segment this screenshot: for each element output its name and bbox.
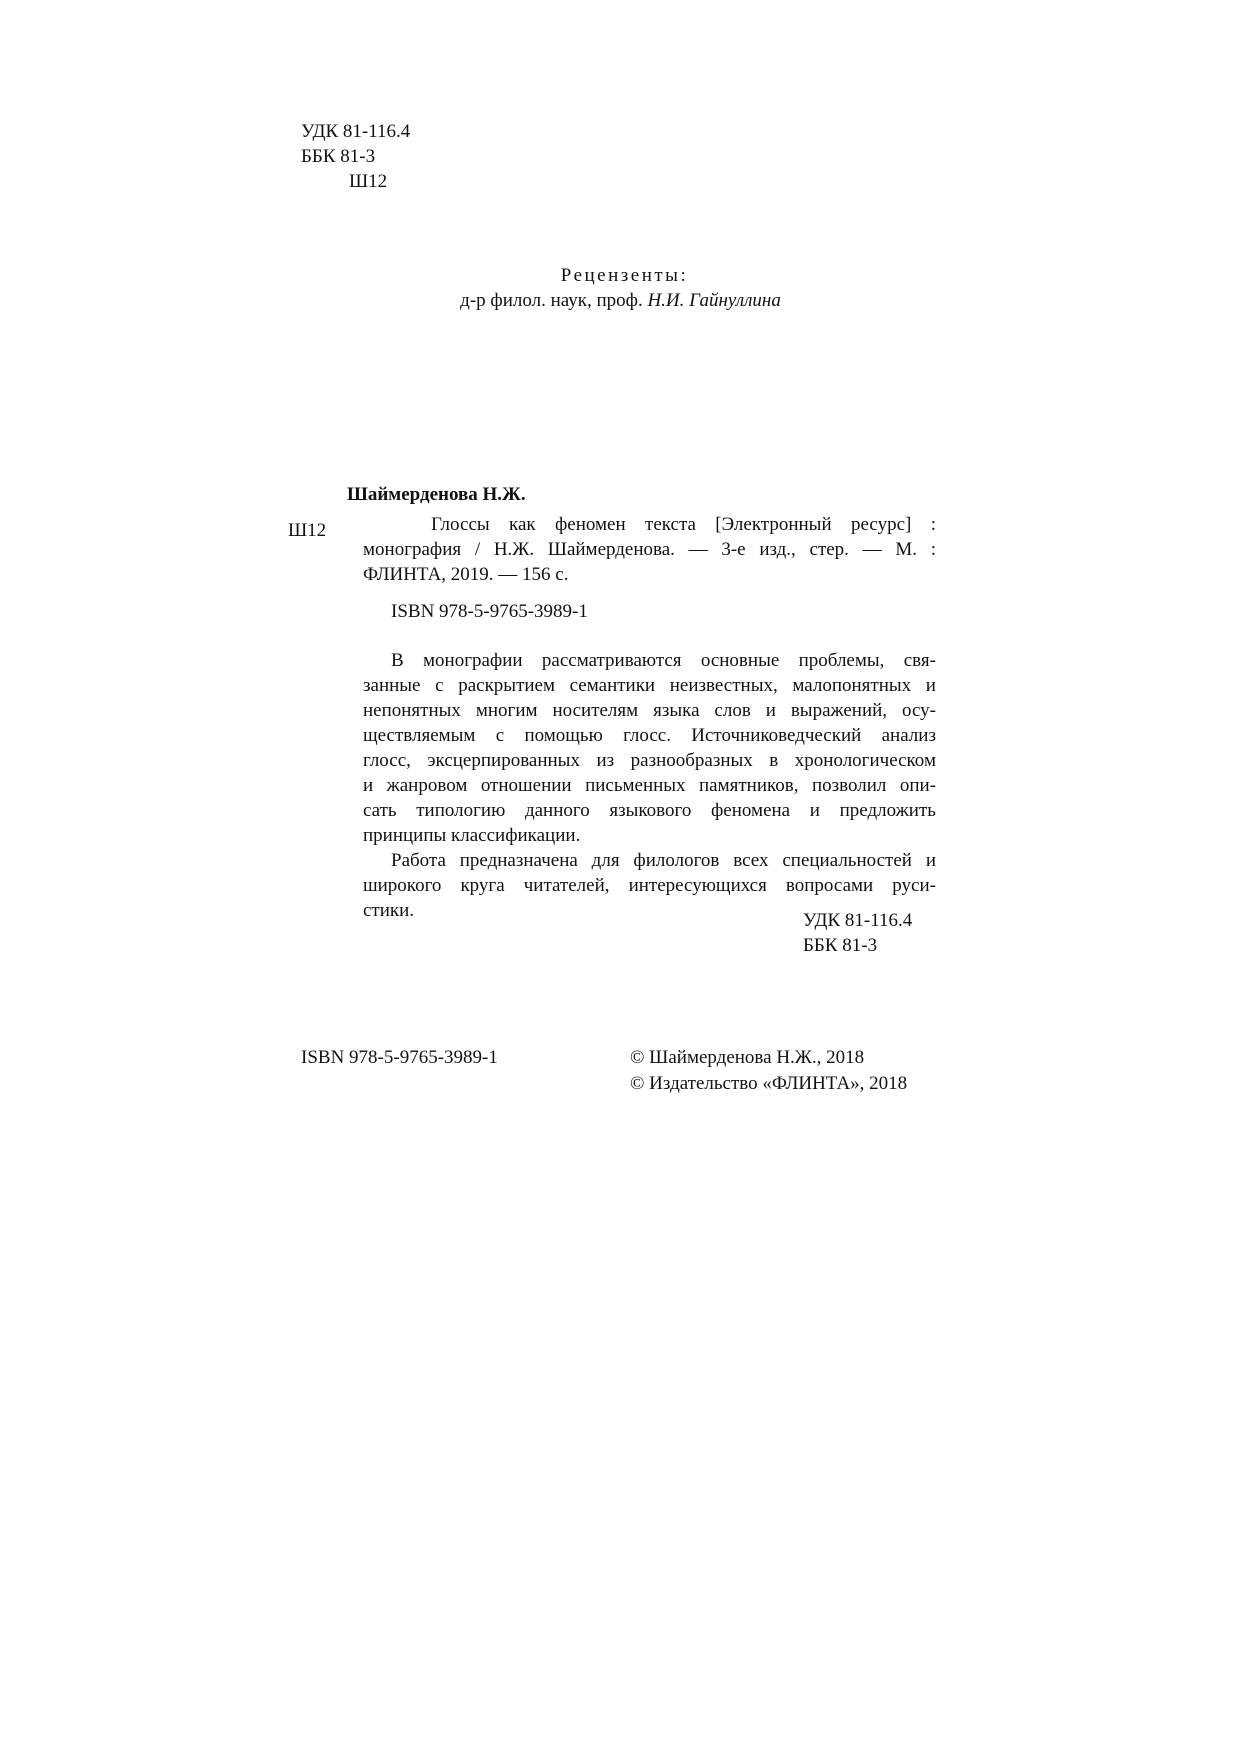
word: языкового [609,800,692,821]
word: данного [524,800,590,821]
word: основные [700,650,780,671]
word: ресурс] [850,514,912,535]
annotation-line [391,648,936,673]
word: Шаймерденова. [547,539,675,560]
word: Н.Ж. [493,539,535,560]
word: неизвестных, [669,675,778,696]
word: осу- [901,700,936,721]
word: — [688,539,708,560]
reviewer-line [0,288,1241,313]
word: с [435,675,444,696]
record-author-mark: Ш12 [288,520,327,541]
word: эксцерпированных [427,750,580,771]
word: хронологическом [794,750,936,771]
imprint-isbn: ISBN 978-5-9765-3989-1 [301,1047,498,1068]
word: 3-е [721,539,746,560]
annotation-line [363,673,936,698]
record-author: Шаймерденова Н.Ж. [347,484,526,505]
word: М. [895,539,917,560]
word: принципы классификации. [363,825,581,846]
reviewer-name: Н.И. Гайнуллина [647,290,781,311]
word: раскрытием [458,675,555,696]
word: и [809,800,820,821]
word: занные [363,675,421,696]
word: жанровом [386,775,468,796]
word: В [391,650,404,671]
author-mark: Ш12 [349,171,388,192]
word: глосс, [363,750,411,771]
reviewers-heading: Рецензенты: [560,265,689,286]
annotation-line [363,698,936,723]
record-udk: УДК 81-116.4 [803,910,913,931]
word: стики. [363,900,415,921]
word: : [930,539,936,560]
word: монографии [423,650,523,671]
bbk-code: ББК 81-3 [301,146,376,167]
copyright-author: © Шаймерденова Н.Ж., 2018 [630,1047,865,1068]
word: с [495,725,505,746]
word: монография [363,539,462,560]
word: сать [363,800,397,821]
word: интересующихся [628,875,767,896]
copyright-publisher: © Издательство «ФЛИНТА», 2018 [630,1073,908,1094]
word: языка [653,700,700,721]
word: [Электронный [715,514,832,535]
word: типологию [416,800,506,821]
annotation-line [363,873,936,898]
annotation-line [363,748,936,773]
annotation-line [363,773,936,798]
word: носителям [552,700,639,721]
word: — [862,539,882,560]
word: и [925,675,936,696]
word: текста [645,514,696,535]
reviewer-degree: д-р филол. наук, проф. [460,290,643,311]
word: для [591,850,620,871]
word: предназначена [459,850,578,871]
word: позволил [811,775,887,796]
word: опи- [899,775,936,796]
annotation-line [363,823,936,848]
word: непонятных [363,700,461,721]
word: и [363,775,374,796]
word: и [925,850,936,871]
word: Работа [391,850,446,871]
word: изд., [759,539,796,560]
word: как [509,514,536,535]
word: широкого [363,875,442,896]
word: / [474,539,481,560]
word: отношении [480,775,572,796]
udk-code: УДК 81-116.4 [301,121,411,142]
word: письменных [585,775,686,796]
annotation-line [391,848,936,873]
word: и [765,700,776,721]
word: слов [714,700,751,721]
word: филологов [633,850,720,871]
word: свя- [903,650,936,671]
word: семантики [569,675,656,696]
word: круга [460,875,505,896]
word: феномен [554,514,626,535]
word: рассматриваются [541,650,682,671]
word: анализ [881,725,936,746]
word: в [769,750,779,771]
word: вопросами [785,875,874,896]
word: разнообразных [630,750,753,771]
word: Глоссы [431,514,490,535]
word: ФЛИНТА, 2019. — 156 с. [363,564,569,585]
record-bbk: ББК 81-3 [803,935,878,956]
word: предложить [839,800,936,821]
word: Источниковедческий [691,725,862,746]
annotation-line [363,723,936,748]
word: помощью [524,725,603,746]
record-isbn: ISBN 978-5-9765-3989-1 [391,601,588,622]
word: феномена [711,800,791,821]
record-description [363,512,936,587]
word: всех [733,850,769,871]
word: глосс. [623,725,671,746]
word: памятников, [699,775,799,796]
description-line-2 [363,537,936,562]
word: выражений, [790,700,888,721]
word: руси- [892,875,936,896]
word: стер. [809,539,849,560]
word: специальностей [782,850,912,871]
word: : [930,514,936,535]
description-line-3 [363,562,936,587]
word: из [596,750,615,771]
word: ществляемым [363,725,476,746]
description-line-1 [363,512,936,537]
word: малопонятных [792,675,912,696]
word: читателей, [523,875,610,896]
annotation-line [363,798,936,823]
word: многим [475,700,538,721]
word: проблемы, [798,650,885,671]
